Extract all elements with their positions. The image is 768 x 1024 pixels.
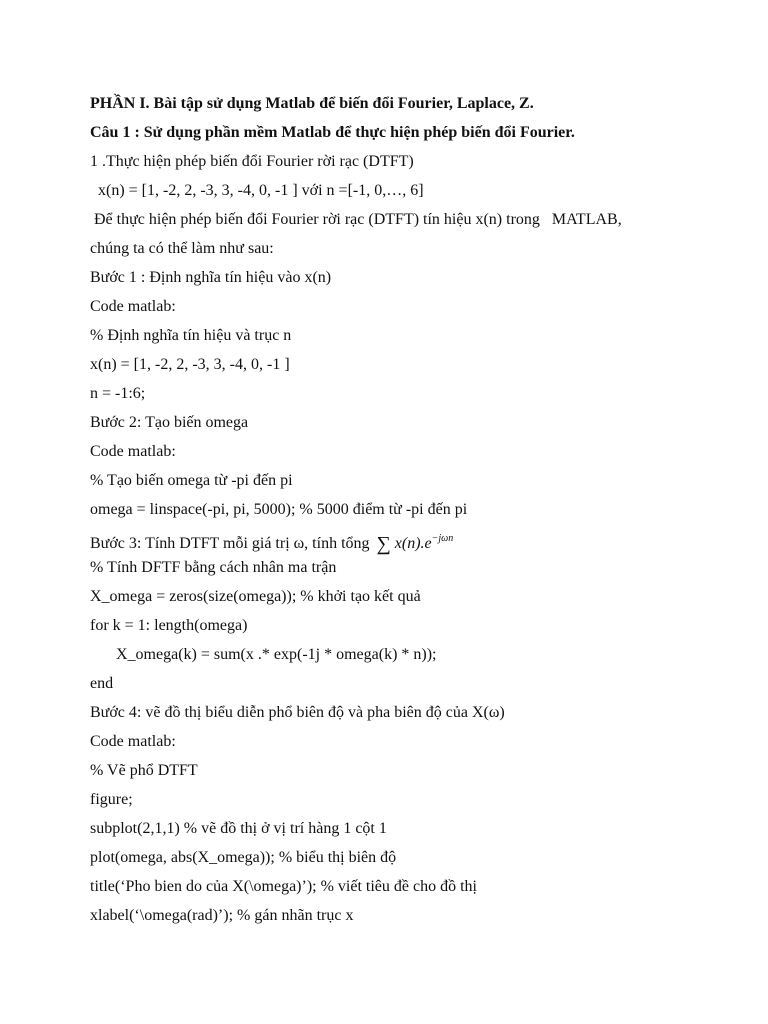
code-line: title(‘Pho bien do của X(\omega)’); % viết tiêu đề cho đồ thị (90, 878, 477, 895)
step-heading-with-formula (90, 527, 730, 556)
code-label: Code matlab: (90, 733, 176, 750)
code-line: n = -1:6; (90, 385, 146, 402)
paragraph-line: Để thực hiện phép biến đổi Fourier rời rạc (DTFT) tín hiệu x(n) trong MATLAB, (94, 211, 622, 228)
code-line: for k = 1: length(omega) (90, 617, 248, 634)
code-line: x(n) = [1, -2, 2, -3, 3, -4, 0, -1 ] (90, 356, 290, 373)
paragraph-line: chúng ta có thể làm như sau: (90, 240, 274, 257)
step-heading-text: Bước 3: Tính DTFT mỗi giá trị ω, tính tổng (90, 535, 370, 552)
dtft-formula (374, 533, 454, 555)
code-line: X_omega = zeros(size(omega)); % khởi tạo kết quả (90, 588, 421, 605)
code-line: omega = linspace(-pi, pi, 5000); % 5000 điểm từ -pi đến pi (90, 501, 468, 518)
code-comment: % Định nghĩa tín hiệu và trục n (90, 327, 292, 344)
code-line: end (90, 675, 114, 692)
step-heading: Bước 1 : Định nghĩa tín hiệu vào x(n) (90, 269, 332, 286)
formula-exponent: −jωn (431, 533, 454, 544)
code-line: X_omega(k) = sum(x .* exp(-1j * omega(k) * n)); (116, 646, 437, 663)
sum-symbol: ∑ (376, 533, 391, 555)
code-line: figure; (90, 791, 133, 808)
document-body (90, 92, 730, 933)
code-comment: % Tạo biến omega từ -pi đến pi (90, 472, 293, 489)
code-label: Code matlab: (90, 443, 176, 460)
code-line: plot(omega, abs(X_omega)); % biểu thị biên độ (90, 849, 397, 866)
code-line: subplot(2,1,1) % vẽ đồ thị ở vị trí hàng 1 cột 1 (90, 820, 387, 837)
formula-term: x(n).e (394, 535, 432, 552)
code-line: xlabel(‘\omega(rad)’); % gán nhãn trục x (90, 907, 354, 924)
code-comment: % Vẽ phổ DTFT (90, 762, 198, 779)
step-heading: Bước 4: vẽ đồ thị biểu diễn phổ biên độ và pha biên độ của X(ω) (90, 704, 505, 721)
question-heading: Câu 1 : Sử dụng phần mềm Matlab để thực hiện phép biến đổi Fourier. (90, 124, 575, 141)
signal-definition: x(n) = [1, -2, 2, -3, 3, -4, 0, -1 ] với n =[-1, 0,…, 6] (98, 182, 424, 199)
code-comment: % Tính DFTF bằng cách nhân ma trận (90, 559, 337, 576)
step-heading: Bước 2: Tạo biến omega (90, 414, 249, 431)
section-heading: PHẦN I. Bài tập sử dụng Matlab để biến đổi Fourier, Laplace, Z. (90, 95, 534, 112)
code-label: Code matlab: (90, 298, 176, 315)
subsection-title: 1 .Thực hiện phép biến đổi Fourier rời rạc (DTFT) (90, 153, 414, 170)
